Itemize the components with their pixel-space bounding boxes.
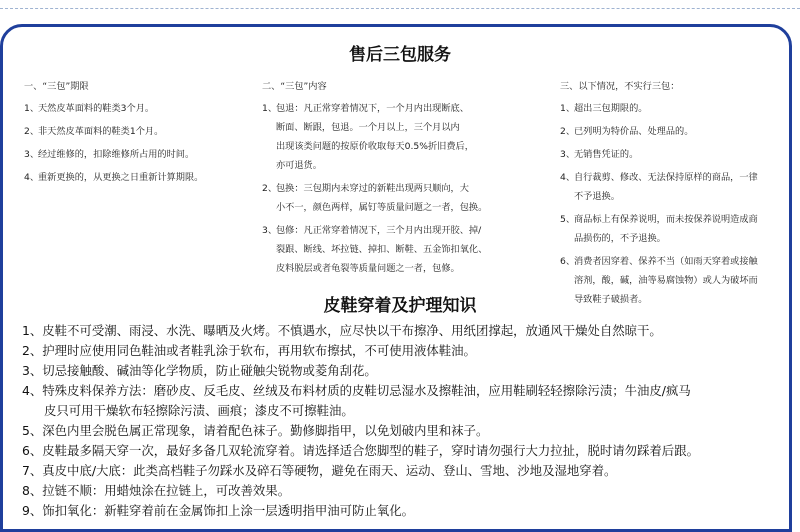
item-text: [38, 171, 203, 185]
care-line: 8、拉链不顺：用蜡烛涂在拉链上，可改善效果。: [22, 483, 291, 498]
item-line: 非天然皮革面料的鞋类1个月。: [38, 126, 164, 137]
item-number: 1、: [24, 103, 40, 114]
care-item: [22, 461, 788, 481]
after-sales-title: 售后三包服务: [349, 45, 451, 65]
care-item: [22, 361, 788, 381]
item-text: [574, 102, 648, 116]
item-number: 4、: [24, 172, 40, 183]
care-line: 3、切忌接触酸、碱油等化学物质，防止碰触尖锐物或菱角刮花。: [22, 363, 377, 378]
column-heading: 二、“三包”内容: [262, 81, 327, 92]
item-line: 消费者因穿着、保养不当（如雨天穿着或接触: [574, 256, 758, 267]
item-line: 自行裁剪、修改、无法保持原样的商品，一律: [574, 172, 758, 183]
exclusions-column: [560, 78, 758, 316]
item-line: 无销售凭证的。: [574, 149, 639, 160]
item-number: 3、: [560, 149, 576, 160]
list-item: [262, 182, 487, 215]
item-line: 重新更换的，从更换之日重新计算期限。: [38, 172, 204, 183]
item-line: 超出三包期限的。: [574, 103, 648, 114]
list-item: [24, 102, 203, 116]
item-line: 已列明为特价品、处理品的。: [574, 126, 694, 137]
item-text: [574, 171, 758, 204]
warranty-period-column: [24, 78, 203, 194]
item-line: 天然皮革面料的鞋类3个月。: [38, 103, 155, 114]
item-text: [38, 125, 163, 139]
item-line: 导致鞋子破损者。: [574, 294, 648, 305]
care-line: 6、皮鞋最多隔天穿一次，最好多备几双轮流穿着。请选择适合您脚型的鞋子，穿时请勿强行大力拉扯，脱时请勿踩着后跟。: [22, 443, 699, 458]
item-line: 品损伤的，不予退换。: [574, 233, 666, 244]
item-number: 2、: [24, 126, 40, 137]
item-number: 1、: [560, 103, 576, 114]
shoe-care-title: 皮鞋穿着及护理知识: [323, 296, 477, 316]
care-item: [22, 321, 788, 341]
item-line: 经过维修的，扣除维修所占用的时间。: [38, 149, 195, 160]
care-line: 皮只可用干燥软布轻擦除污渍、画痕；漆皮不可擦鞋油。: [44, 403, 354, 418]
care-line: 1、皮鞋不可受潮、雨浸、水洗、曝晒及火烤。不慎遇水，应尽快以干布擦净、用纸团撑起，放通风干燥处自然晾干。: [22, 323, 662, 338]
item-number: 5、: [560, 214, 576, 225]
item-line: 皮料脱层或者龟裂等质量问题之一者，包修。: [276, 263, 460, 274]
sheet-top-strip: [0, 0, 800, 9]
shoe-care-list: [22, 321, 788, 521]
item-text: [38, 148, 194, 162]
item-line: 溶剂，酸，碱，油等易腐蚀物）或人为破坏而: [574, 275, 758, 286]
item-line: 包换：三包期内未穿过的新鞋出现两只顺向，大: [276, 183, 469, 194]
list-item: [262, 102, 487, 173]
item-text: [276, 224, 487, 276]
care-line: 9、饰扣氧化：新鞋穿着前在金属饰扣上涂一层透明指甲油可防止氧化。: [22, 503, 414, 518]
care-item: [22, 341, 788, 361]
item-line: 出现该类问题的按原价收取每天0.5%折旧费后，: [276, 141, 474, 152]
care-item: [22, 441, 788, 461]
care-item: [22, 421, 788, 441]
list-item: [262, 224, 487, 276]
care-line: 7、真皮中底/大底：此类高档鞋子勿踩水及碎石等硬物，避免在雨天、运动、登山、雪地、沙地及湿地穿着。: [22, 463, 617, 478]
list-item: [560, 125, 758, 139]
item-line: 断面、断跟，包退。一个月以上，三个月以内: [276, 122, 460, 133]
care-line: 4、特殊皮料保养方法：磨砂皮、反毛皮、丝绒及布料材质的皮鞋切忌湿水及擦鞋油，应用鞋刷轻轻擦除污渍；牛油皮/疯马: [22, 383, 691, 398]
item-number: 2、: [560, 126, 576, 137]
item-line: 不予退换。: [574, 191, 620, 202]
list-item: [560, 102, 758, 116]
item-line: 亦可退货。: [276, 160, 322, 171]
item-text: [574, 148, 638, 162]
column-heading: 一、“三包”期限: [24, 81, 89, 92]
item-text: [574, 213, 758, 246]
column-heading: 三、以下情况，不实行三包：: [560, 81, 680, 92]
item-line: 包修：凡正常穿着情况下，三个月内出现开胶、掉/: [276, 225, 482, 236]
item-text: [38, 102, 154, 116]
list-item: [24, 148, 203, 162]
item-text: [276, 102, 474, 173]
item-number: 6、: [560, 256, 576, 267]
list-item: [560, 171, 758, 204]
item-line: 小不一，颜色两样，属钉等质量问题之一者，包换。: [276, 202, 488, 213]
item-line: 商品标上有保养说明，而未按保养说明造成商: [574, 214, 758, 225]
item-number: 2、: [262, 183, 278, 194]
care-line: 5、深色内里会脱色属正常现象，请着配色袜子。勤修脚指甲，以免划破内里和袜子。: [22, 423, 489, 438]
list-item: [560, 148, 758, 162]
item-line: 包退：凡正常穿着情况下，一个月内出现断底、: [276, 103, 469, 114]
care-item: [22, 381, 788, 421]
warranty-content-column: [262, 78, 487, 285]
care-item: [22, 501, 788, 521]
care-line: 2、护理时应使用同色鞋油或者鞋乳涂于软布，再用软布擦拭，不可使用液体鞋油。: [22, 343, 476, 358]
item-text: [574, 125, 693, 139]
list-item: [24, 125, 203, 139]
item-text: [276, 182, 487, 215]
list-item: [560, 213, 758, 246]
item-number: 3、: [262, 225, 278, 236]
item-number: 1、: [262, 103, 278, 114]
list-item: [24, 171, 203, 185]
item-number: 4、: [560, 172, 576, 183]
care-item: [22, 481, 788, 501]
item-line: 裂跟、断线、坏拉链、掉扣、断鞋、五金饰扣氧化、: [276, 244, 488, 255]
item-number: 3、: [24, 149, 40, 160]
